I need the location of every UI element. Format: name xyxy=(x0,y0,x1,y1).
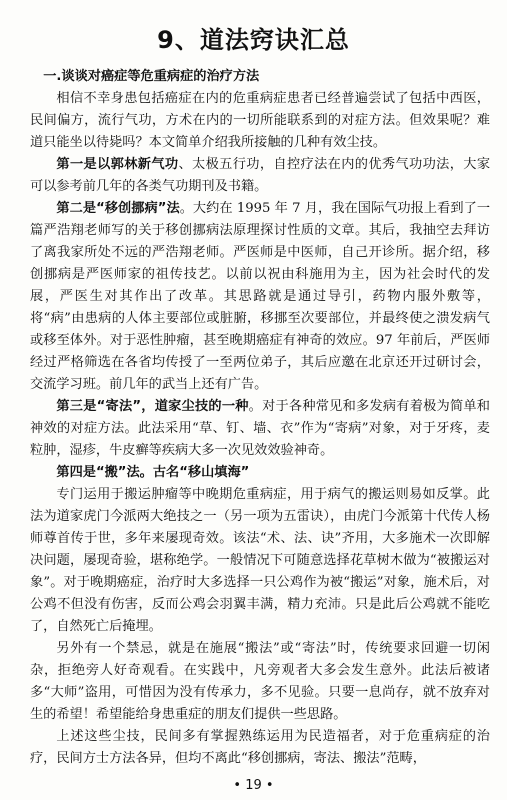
page-title: 9、道法窍诀汇总 xyxy=(157,26,350,54)
paragraph-fourth-a: 专门运用于搬运肿瘤等中晚期危重病症，用于病气的搬运则易如反掌。此法为道家虎门今派两大绝技之一（另一项为五雷诀），由虎门今派第十代传人杨师尊首传于世，多年来屡现奇效。该法“术、法、诀”齐用，大多施术一次即解决问题，屡现奇验，堪称绝学。一般情况下可随意选择花草树木做为“被搬运对象”。对于晚期癌症，治疗时大多选择一只公鸡作为被“搬运”对象，施术后，对公鸡不但没有伤害，反而公鸡会羽翼丰满，精力充沛。只是此后公鸡就不能吃了，自然死亡后掩埋。 xyxy=(30,487,490,634)
paragraph-first-text: 、太极五行功，自控疗法在内的优秀气功功法，大家可以参考前几年的各类气功期刊及书籍。 xyxy=(30,157,491,194)
section-heading: 一.谈谈对癌症等危重病症的治疗方法 xyxy=(43,69,260,84)
paragraph-second-lead: 第二是“移创挪病”法 xyxy=(56,201,180,216)
paragraph-first xyxy=(30,154,490,198)
document-body xyxy=(30,66,490,770)
paragraph-summary: 上述这些尘技，民间多有掌握熟练运用为民造福者，对于危重病症的治疗，民间方士方法各异，但均不离此“移创挪病，寄法、搬法”范畴， xyxy=(30,729,490,766)
paragraph-fourth-heading xyxy=(30,462,490,484)
paragraph-fourth-b: 另外有一个禁忌，就是在施展“搬法”或“寄法”时，传统要求回避一切闲杂，拒绝旁人好奇观看。在实践中，凡旁观者大多会发生意外。此法后被诸多“大师”盗用，可惜因为没有传承力，多不见验。只要一息尚存，就不放弃对生的希望！希望能给身患重症的朋友们提供一些思路。 xyxy=(30,641,490,722)
intro-paragraph: 相信不幸身患包括癌症在内的危重病症患者已经普遍尝试了包括中西医，民间偏方，流行气功，方术在内的一切所能联系到的对症方法。但效果呢？难道只能坐以待毙吗？本文简单介绍我所接触的几种有效尘技。 xyxy=(30,91,490,150)
paragraph-fourth-lead: 第四是“搬”法。古名“移山填海” xyxy=(56,465,250,480)
paragraph-second-text: 。大约在 1995 年 7 月，我在国际气功报上看到了一篇严浩翔老师写的关于移创挪病法原理探讨性质的文章。其后，我抽空去拜访了离我家所处不远的严浩翔老师。严医师是中医师，自己开诊所。据介绍，移创挪病是严医师家的祖传技艺。以前以祝由科施用为主，因为社会时代的发展，严医生对其作出了改革。其思路就是通过导引，药物内服外敷等，将“病”由患病的人体主要部位或脏腑，移挪至次要部位，并最终使之溃发病气或移至体外。对于恶性肿瘤，甚至晚期癌症有神奇的效应。97 年前后，严医师经过严格筛选在各省均传授了一至两位弟子，其后应邀在北京还开过研讨会，交流学习班。前几年的武当上还有广告。 xyxy=(30,201,491,392)
page-number: • 19 • xyxy=(233,778,274,793)
paragraph-first-lead: 第一是以郭林新气功 xyxy=(56,157,179,172)
paragraph-second xyxy=(30,198,490,396)
paragraph-third-text: 。对于各种常见和多发病有着极为简单和神效的对症方法。此法采用“草、钉、墙、衣”作为“寄病”对象，对于牙疼，麦粒肿，湿疹，牛皮癣等疾病大多一次见效效验神奇。 xyxy=(30,399,490,458)
paragraph-third xyxy=(30,396,490,462)
paragraph-third-lead: 第三是“寄法”，道家尘技的一种 xyxy=(56,399,249,414)
